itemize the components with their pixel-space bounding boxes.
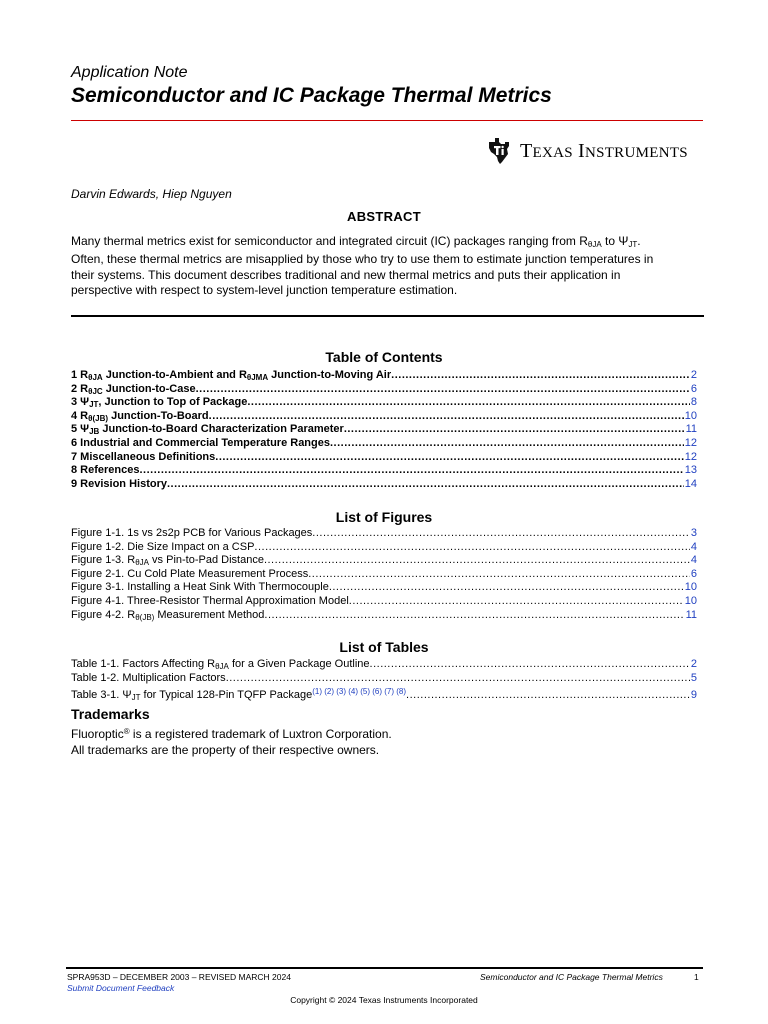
submit-feedback-link[interactable]: Submit Document Feedback <box>67 983 175 993</box>
page-number: 1 <box>694 972 699 982</box>
toc-item[interactable]: 4 $R_{\theta(JB)}$ Junction-To-Board ..... 10 <box>71 410 697 424</box>
page-link: 10 <box>684 581 697 594</box>
page-link: 10 <box>684 594 697 607</box>
footnote-links: (1) (2) (3) (4) (5) (6) (7) (8) <box>312 687 407 697</box>
texas-instruments-logo-icon <box>484 136 514 166</box>
authors: Darvin Edwards, Hiep Nguyen <box>71 187 232 201</box>
toc-item[interactable]: 8 References ..... 13 <box>71 464 697 478</box>
table-of-contents <box>71 369 697 491</box>
toc-item[interactable]: 1 $R_{\theta JA}$ Junction-to-Ambient and $R_{\theta JMA}$ Junction-to-Moving Air ..... 2 <box>71 369 697 383</box>
page-link: 9 <box>690 689 697 702</box>
figure-item[interactable]: Figure 3-1. Installing a Heat Sink With Thermocouple ..... 10 <box>71 581 697 595</box>
page-link: 12 <box>684 436 697 449</box>
texas-instruments-logo <box>484 136 704 166</box>
document-type: Application Note <box>71 64 188 81</box>
page-link: 5 <box>690 671 697 684</box>
footer-title: Semiconductor and IC Package Thermal Metrics <box>480 972 663 982</box>
page-link: 12 <box>684 450 697 463</box>
trademarks-text: Fluoroptic® is a registered trademark of Luxtron Corporation. All trademarks are the property of their respective owners. <box>71 727 392 757</box>
figure-item[interactable]: Figure 1-3. $R_{\theta JA}$ vs Pin-to-Pad Distance ..... 4 <box>71 554 697 568</box>
list-of-figures <box>71 527 697 622</box>
logo-wordmark: TEXAS INSTRUMENTS <box>520 139 688 162</box>
page-link: 11 <box>685 423 697 436</box>
figure-item[interactable]: Figure 4-1. Three-Resistor Thermal Approximation Model ..... 10 <box>71 595 697 609</box>
figure-item[interactable]: Figure 4-2. $R_{\theta(JB)}$ Measurement Method ..... 11 <box>71 609 697 623</box>
toc-item[interactable]: 7 Miscellaneous Definitions ..... 12 <box>71 451 697 465</box>
toc-item[interactable]: 3 $\Psi_{JT}$, Junction to Top of Package ..... 8 <box>71 396 697 410</box>
page-link: 3 <box>690 527 697 539</box>
page-link: 10 <box>684 409 697 422</box>
page-link: 14 <box>684 477 697 490</box>
page-link: 13 <box>684 464 697 477</box>
copyright: Copyright © 2024 Texas Instruments Incorporated <box>290 995 478 1005</box>
list-of-tables <box>71 658 697 703</box>
list-of-tables-heading: List of Tables <box>339 639 429 655</box>
toc-item[interactable]: 5 $\Psi_{JB}$ Junction-to-Board Characterization Parameter ..... 11 <box>71 423 697 437</box>
page-title: Semiconductor and IC Package Thermal Metrics <box>71 84 552 107</box>
abstract-heading: ABSTRACT <box>347 209 421 224</box>
page-link: 8 <box>690 396 697 409</box>
toc-heading: Table of Contents <box>325 349 443 365</box>
trademarks-heading: Trademarks <box>71 706 150 722</box>
figure-item[interactable]: Figure 1-1. 1s vs 2s2p PCB for Various Packages ..... 3 <box>71 527 697 541</box>
footer-document-id: SPRA953D – DECEMBER 2003 – REVISED MARCH 2024 <box>67 972 291 982</box>
footer-divider <box>66 967 703 969</box>
page-link: 2 <box>690 369 697 381</box>
page-link: 6 <box>690 567 697 580</box>
toc-item[interactable]: 9 Revision History ..... 14 <box>71 478 697 492</box>
page-link: 4 <box>690 554 697 567</box>
page-link: 6 <box>690 382 697 395</box>
figure-item[interactable]: Figure 1-2. Die Size Impact on a CSP ..... 4 <box>71 541 697 555</box>
table-item[interactable]: Table 1-2. Multiplication Factors ..... 5 <box>71 672 697 686</box>
abstract-text: Many thermal metrics exist for semiconductor and integrated circuit (IC) packages ranging from $R_{\theta JA}$ to $\Psi_{JT}$. Often, these thermal metrics are misapplied by those who try to use them to estimate junction temperatures in their systems. This document describes traditional and new thermal metrics and puts their application in perspective with respect to system-level junction temperature estimation. <box>71 234 654 297</box>
title-divider <box>71 120 703 121</box>
toc-item[interactable]: 6 Industrial and Commercial Temperature Ranges ..... 12 <box>71 437 697 451</box>
section-divider <box>71 315 704 317</box>
page-link: 2 <box>690 658 697 670</box>
page-link: 11 <box>685 608 697 621</box>
list-of-figures-heading: List of Figures <box>335 509 433 525</box>
table-item[interactable]: Table 3-1. $\Psi_{JT}$ for Typical 128-Pin TQFP Package$^{(1) (2) (3) (4) (5) (6) (7) (8)}$ ..... 9 <box>71 685 697 699</box>
toc-item[interactable]: 2 $R_{\theta JC}$ Junction-to-Case ..... 6 <box>71 383 697 397</box>
page-link: 4 <box>690 540 697 553</box>
table-item[interactable]: Table 1-1. Factors Affecting $R_{\theta JA}$ for a Given Package Outline ..... 2 <box>71 658 697 672</box>
figure-item[interactable]: Figure 2-1. Cu Cold Plate Measurement Process ..... 6 <box>71 568 697 582</box>
